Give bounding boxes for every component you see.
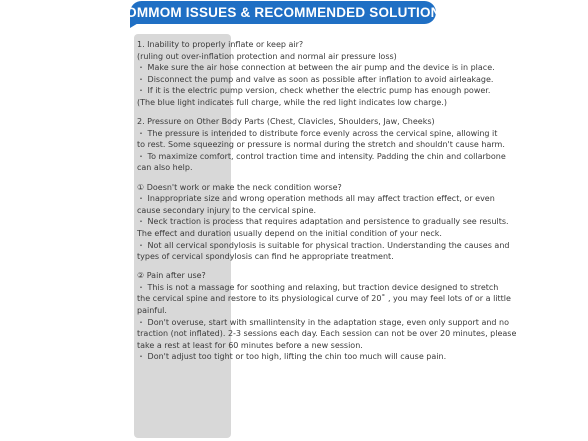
section-line: traction (not inflated). 2-3 sessions each day. Each session can not be over 20 minutes, please [137,329,517,339]
issues-content [137,39,582,370]
section-line: ・ Make sure the air hose connection at between the air pump and the device is in place. [137,63,495,73]
page-title: COMMOM ISSUES & RECOMMENDED SOLUTIONS [116,5,450,20]
section-line: ・ This is not a massage for soothing and relaxing, but traction device designed to stretch [137,282,499,292]
section-line: to rest. Some squeezing or pressure is normal during the stretch and shouldn't cause harm. [137,140,505,150]
issue-section [137,182,582,263]
section-line: painful. [137,305,167,315]
section-heading: ① Doesn't work or make the neck condition worse? [137,182,342,192]
section-line: ・ The pressure is intended to distribute force evenly across the cervical spine, allowing it [137,128,498,138]
section-line: can also help. [137,163,193,173]
section-line: ・ Disconnect the pump and valve as soon as possible after inflation to avoid airleakage. [137,74,494,84]
section-line: cause secondary injury to the cervical spine. [137,205,317,215]
section-line: the cervical spine and restore to its physiological curve of 20˚ , you may feel lots of or a little [137,294,511,304]
section-heading: 1. Inability to properly inflate or keep air? [137,40,304,49]
issue-section [137,39,582,109]
section-line: The effect and duration usually depend on the initial condition of your neck. [137,228,442,238]
section-line: types of cervical spondylosis can find he appropriate treatment. [137,252,394,262]
section-heading: 2. Pressure on Other Body Parts (Chest, Clavicles, Shoulders, Jaw, Cheeks) [137,117,435,127]
section-heading: ② Pain after use? [137,271,206,281]
section-line: (The blue light indicates full charge, while the red light indicates low charge.) [137,97,447,107]
section-line: ・ Don't overuse, start with smallintensity in the adaptation stage, even only support and no [137,317,509,327]
section-line: ・ Don't adjust too tight or too high, lifting the chin too much will cause pain. [137,352,447,362]
title-banner-tail [130,22,140,28]
section-line: (ruling out over-inflation protection and normal air pressure loss) [137,51,397,61]
title-banner [116,1,450,24]
section-line: ・ If it is the electric pump version, check whether the electric pump has enough power. [137,86,491,96]
section-line: ・ Not all cervical spondylosis is suitable for physical traction. Understanding the causes and [137,240,510,250]
issue-section [137,270,582,363]
section-line: ・ Neck traction is process that requires adaptation and persistence to gradually see results. [137,217,509,227]
section-line: ・ Inappropriate size and wrong operation methods all may affect traction effect, or even [137,194,495,204]
section-line: take a rest at least for 60 minutes before a new session. [137,340,363,350]
section-line: ・ To maximize comfort, control traction time and intensity. Padding the chin and collarbone [137,151,506,161]
issue-section [137,116,582,174]
